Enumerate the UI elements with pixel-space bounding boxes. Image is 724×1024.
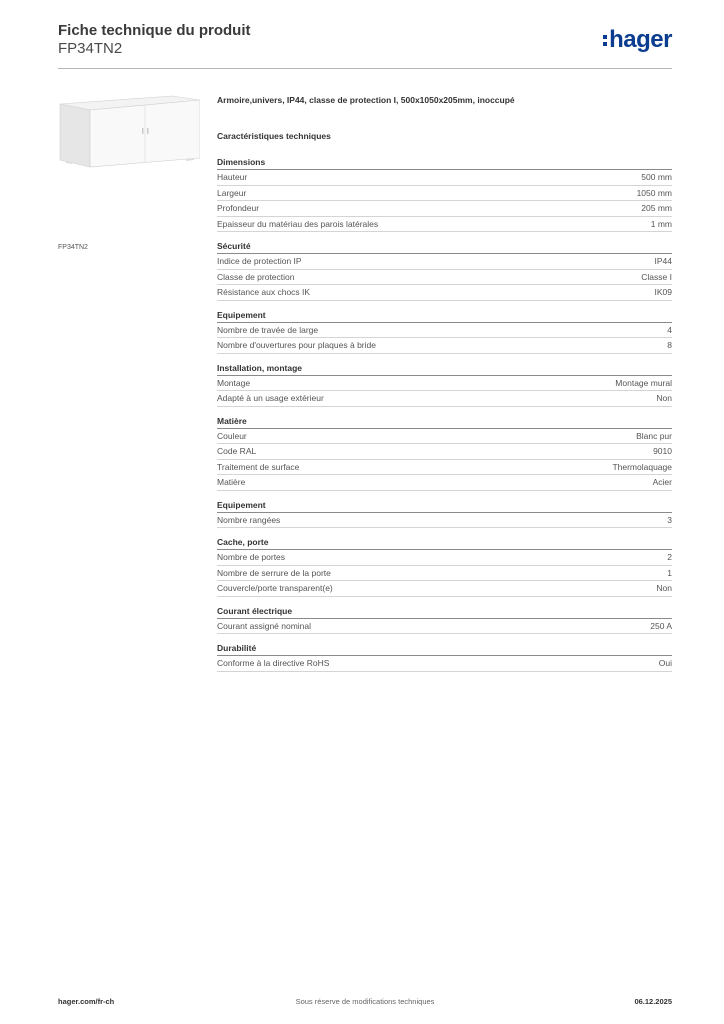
spec-value: Classe I [641,271,672,282]
spec-value: 500 mm [641,172,672,182]
spec-section [217,241,672,301]
section-title: Matière [217,416,672,429]
hager-logo [603,28,672,52]
spec-value: Non [656,583,672,593]
section-title: Equipement [217,310,672,323]
spec-section [217,157,672,232]
spec-value: 1050 mm [636,187,672,198]
spec-section [217,416,672,491]
spec-row [217,429,672,445]
spec-label: Couleur [217,430,247,441]
spec-label: Code RAL [217,446,257,456]
spec-row [217,391,672,407]
spec-label: Courant assigné nominal [217,620,312,631]
spec-label: Nombre de portes [217,552,286,562]
spec-row [217,186,672,202]
spec-row [217,170,672,186]
logo-dots-icon [603,35,607,46]
spec-row [217,323,672,339]
spec-row [217,460,672,476]
spec-row [217,513,672,529]
section-title: Installation, montage [217,363,672,376]
spec-value: IP44 [654,256,672,266]
specification-content [217,95,672,681]
spec-label: Adapté à un usage extérieur [217,393,324,403]
footer-website: hager.com/fr-ch [58,997,115,1006]
spec-row [217,217,672,233]
spec-row [217,581,672,597]
spec-value: Acier [652,477,672,487]
spec-row [217,254,672,270]
spec-value: 9010 [653,446,672,456]
spec-value: 3 [667,514,672,525]
section-title: Courant électrique [217,606,672,619]
spec-label: Profondeur [217,203,260,213]
spec-row [217,566,672,582]
spec-value: Oui [658,658,672,668]
product-reference: FP34TN2 [58,40,123,57]
spec-label: Couvercle/porte transparent(e) [217,583,333,593]
spec-value: Non [656,393,672,403]
product-image [58,92,200,230]
spec-label: Nombre d'ouvertures pour plaques à bride [217,340,376,350]
spec-label: Matière [217,477,246,487]
spec-section [217,363,672,407]
spec-label: Classe de protection [217,271,295,282]
spec-section [217,500,672,529]
spec-row [217,338,672,354]
spec-row [217,285,672,301]
cabinet-illustration [58,92,200,230]
spec-value: 205 mm [641,203,672,213]
section-title: Cache, porte [217,537,672,550]
spec-value: 4 [667,324,672,335]
spec-section [217,310,672,354]
page-title: Fiche technique du produit [58,22,251,39]
spec-value: Thermolaquage [612,461,672,472]
spec-value: 1 mm [650,218,672,229]
spec-value: IK09 [654,287,672,297]
spec-value: 1 [667,567,672,578]
technical-heading: Caractéristiques techniques [217,131,331,141]
spec-label: Nombre de travée de large [217,324,319,335]
spec-label: Largeur [217,187,247,198]
spec-section [217,643,672,672]
spec-section [217,537,672,597]
spec-value: 250 A [650,620,672,631]
spec-label: Résistance aux chocs IK [217,287,311,297]
spec-row [217,270,672,286]
spec-label: Epaisseur du matériau des parois latérales [217,218,379,229]
product-description: Armoire,univers, IP44, classe de protection I, 500x1050x205mm, inoccupé [217,95,515,105]
spec-label: Traitement de surface [217,461,300,472]
logo-text: hager [609,26,672,53]
section-title: Dimensions [217,157,672,170]
spec-label: Conforme à la directive RoHS [217,658,330,668]
spec-label: Nombre rangées [217,514,281,525]
section-title: Equipement [217,500,672,513]
spec-value: 2 [667,552,672,562]
spec-row [217,201,672,217]
spec-value: Blanc pur [636,430,672,441]
spec-label: Nombre de serrure de la porte [217,567,331,578]
footer-disclaimer: Sous réserve de modifications techniques [295,997,435,1006]
spec-label: Montage [217,377,251,388]
image-caption: FP34TN2 [58,244,88,251]
spec-row [217,444,672,460]
spec-label: Hauteur [217,172,248,182]
section-title: Durabilité [217,643,672,656]
spec-row [217,619,672,635]
spec-sections [217,157,672,672]
spec-label: Indice de protection IP [217,256,302,266]
spec-row [217,550,672,566]
spec-row [217,376,672,392]
spec-row [217,656,672,672]
spec-row [217,475,672,491]
spec-section [217,606,672,635]
spec-value: 8 [667,340,672,350]
section-title: Sécurité [217,241,672,254]
spec-value: Montage mural [615,377,672,388]
footer-date: 06.12.2025 [634,997,672,1006]
page-header [58,22,672,69]
